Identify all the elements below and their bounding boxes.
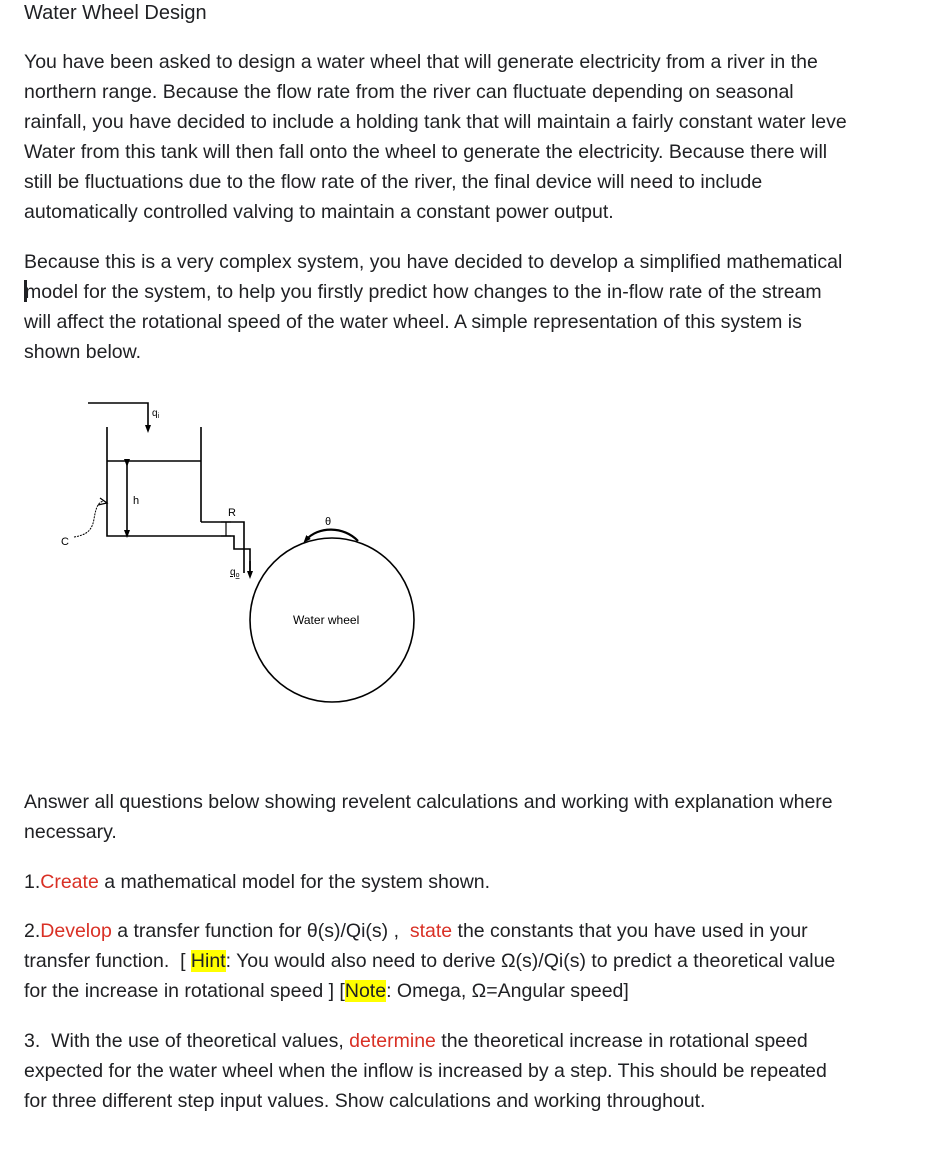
intro-paragraph [24, 47, 928, 227]
question-text: : Omega, Ω=Angular speed] [386, 980, 629, 1002]
question-1 [24, 867, 928, 897]
water-wheel-label: Water wheel [293, 613, 360, 627]
text-line: Answer all questions below showing revelent calculations and working with explanation where [24, 791, 833, 813]
capacitance-curve [74, 501, 103, 537]
outlet-pipe [201, 522, 244, 573]
text-line: for three different step input values. Show calculations and working throughout. [24, 1090, 706, 1112]
holding-tank [107, 427, 250, 573]
model-paragraph [24, 247, 928, 367]
action-verb: Develop [40, 920, 112, 942]
qi-label: $q_i$ [152, 408, 160, 420]
text-line-content: model for the system, to help you firstly predict how changes to the in-flow rate of the stream [25, 281, 822, 303]
water-wheel-diagram [0, 385, 430, 715]
page-title: Water Wheel Design [24, 2, 207, 24]
c-label: C [61, 536, 69, 548]
text-line: will affect the rotational speed of the water wheel. A simple representation of this system is [24, 311, 802, 333]
text-line: automatically controlled valving to maintain a constant power output. [24, 201, 614, 223]
question-2 [24, 916, 928, 1006]
action-verb: state [409, 920, 453, 942]
question-text: a mathematical model for the system shown. [98, 871, 491, 893]
question-text: transfer function. [ [24, 950, 191, 972]
text-line: expected for the water wheel when the inflow is increased by a step. This should be repeated [24, 1060, 827, 1082]
text-line: You have been asked to design a water wheel that will generate electricity from a river in the [24, 51, 818, 73]
question-text: : You would also need to derive Ω(s)/Qi(s) to predict a theoretical value [225, 950, 836, 972]
note-highlight: Note [344, 980, 387, 1002]
question-text: for the increase in rotational speed ] [ [24, 980, 345, 1002]
qo-label: $q_o$ [230, 567, 240, 579]
text-line [24, 277, 928, 307]
action-verb: Create [40, 871, 99, 893]
question-text: the constants that you have used in your [452, 920, 808, 942]
text-line: necessary. [24, 821, 117, 843]
text-line: shown below. [24, 341, 142, 363]
hint-highlight: Hint [190, 950, 226, 972]
question-number: 1. [24, 871, 41, 893]
h-label: h [133, 495, 140, 507]
inflow-pipe [88, 403, 148, 429]
question-3 [24, 1026, 928, 1116]
question-text: a transfer function for θ(s)/Qi(s) , [111, 920, 410, 942]
text-line: Because this is a very complex system, you have decided to develop a simplified mathematical [24, 251, 843, 273]
instructions-paragraph [24, 787, 928, 847]
theta-label: θ [325, 516, 332, 528]
r-label: R [228, 507, 236, 519]
question-text: 3. With the use of theoretical values, [24, 1030, 350, 1052]
question-text: the theoretical increase in rotational speed [435, 1030, 808, 1052]
text-line: Water from this tank will then fall onto the wheel to generate the electricity. Because there will [24, 141, 828, 163]
question-number: 2. [24, 920, 41, 942]
text-line: rainfall, you have decided to include a holding tank that will maintain a fairly constant water leve [24, 111, 847, 133]
text-line: northern range. Because the flow rate from the river can fluctuate depending on seasonal [24, 81, 794, 103]
action-verb: determine [349, 1030, 436, 1052]
text-line: still be fluctuations due to the flow rate of the river, the final device will need to include [24, 171, 763, 193]
